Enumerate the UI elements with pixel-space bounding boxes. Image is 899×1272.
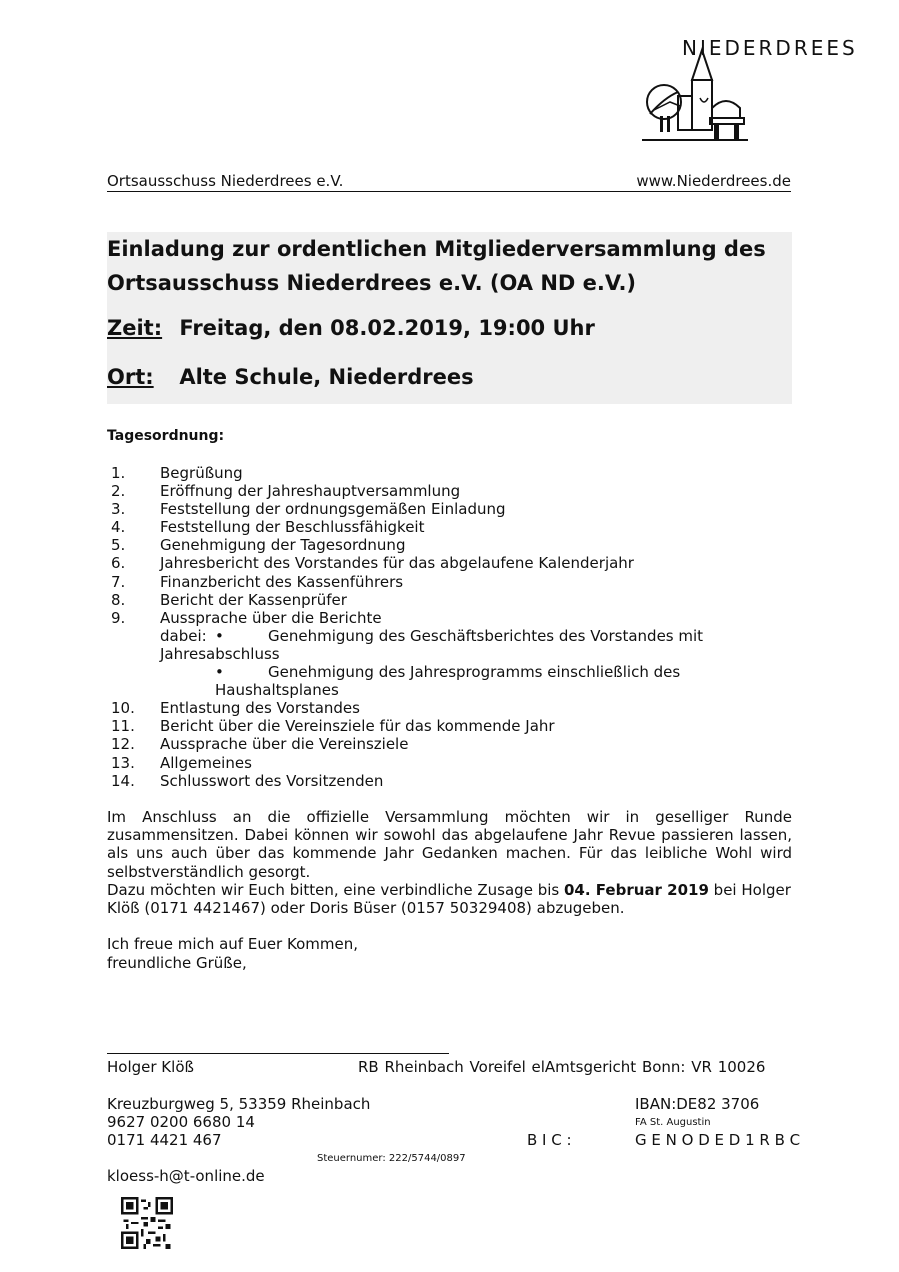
title-line-1: Einladung zur ordentlichen Mitgliederversammlung des (107, 237, 766, 261)
list-item: 7. Finanzbericht des Kassenführers (111, 572, 404, 591)
list-item: 2. Eröffnung der Jahreshauptversammlung (111, 482, 461, 501)
signature-line (107, 1053, 449, 1054)
sub-item-text: Genehmigung des Geschäftsberichtes des Vorstandes mit (268, 626, 704, 645)
list-item: 8. Bericht der Kassenprüfer (111, 590, 347, 609)
sub-item-text: Haushaltsplanes (215, 681, 339, 700)
list-item: 9. Aussprache über die Berichte (111, 608, 382, 627)
place-label: Ort: (107, 365, 154, 389)
closing-line-1: Ich freue mich auf Euer Kommen, (107, 935, 358, 953)
agenda-list (107, 464, 797, 790)
phone: 0171 4421 467 (107, 1131, 222, 1149)
letter-header (107, 172, 791, 192)
bic-label: B I C : (527, 1131, 572, 1149)
sub-prefix: dabei: (160, 626, 207, 645)
time-value: Freitag, den 08.02.2019, 19:00 Uhr (179, 316, 595, 340)
bic: G E N O D E D 1 R B C (635, 1131, 801, 1149)
list-item: 10. Entlastung des Vorstandes (111, 699, 360, 718)
agenda-heading: Tagesordnung: (107, 428, 225, 444)
time-line (107, 316, 595, 340)
qr-code-icon (121, 1197, 173, 1249)
list-item: 12. Aussprache über die Vereinsziele (111, 735, 409, 754)
sub-item-1-cont (107, 645, 797, 663)
list-item: 4. Feststellung der Beschlussfähigkeit (111, 518, 425, 537)
list-item: 5. Genehmigung der Tagesordnung (111, 536, 406, 555)
invitation-title (107, 232, 792, 300)
org-name: Ortsausschuss Niederdrees e.V. (107, 172, 344, 190)
paragraph-1: Im Anschluss an die offizielle Versammlung möchten wir in geselliger Runde zusammensitzen. Dabei können wir sowohl das abgelaufene Jahr Revue passieren lassen, als uns auch über das kommende Jahr Gedanken machen. Für das leibliche Wohl wird selbstverständlich gesorgt. (107, 808, 792, 881)
place-line (107, 365, 474, 389)
list-item: 1. Begrüßung (111, 464, 243, 482)
list-item: 13. Allgemeines (111, 753, 252, 772)
body-text (107, 808, 792, 917)
deadline-date: 04. Februar 2019 (563, 880, 709, 899)
account-number: 9627 0200 6680 14 (107, 1113, 255, 1131)
closing-line-2: freundliche Grüße, (107, 953, 247, 972)
time-label: Zeit: (107, 316, 163, 340)
sub-item-text: Jahresabschluss (160, 644, 280, 663)
bullet-icon: • (215, 626, 224, 645)
list-item: 14. Schlusswort des Vorsitzenden (111, 771, 384, 790)
logo-title: NIEDERDREES (682, 36, 858, 60)
list-item: 3. Feststellung der ordnungsgemäßen Einladung (111, 500, 506, 519)
list-item: 11. Bericht über die Vereinsziele für das kommende Jahr (111, 717, 555, 736)
paragraph-2: Dazu möchten wir Euch bitten, eine verbindliche Zusage bis 04. Februar 2019 bei Holger Klöß (0171 4421467) oder Doris Büser (0157 50329408) abzugeben. (107, 880, 791, 918)
place-value: Alte Schule, Niederdrees (179, 365, 474, 389)
list-item: 6. Jahresbericht des Vorstandes für das abgelaufene Kalenderjahr (111, 554, 634, 573)
sub-item-text: Genehmigung des Jahresprogramms einschließlich des (268, 663, 681, 682)
bullet-icon: • (215, 663, 224, 682)
closing (107, 935, 358, 972)
sub-item-2 (107, 663, 797, 681)
tax-office: FA St. Augustin (635, 1117, 711, 1128)
signer-name: Holger Klöß (107, 1058, 194, 1076)
sub-item-1 (107, 627, 797, 645)
website-link[interactable]: www.Niederdrees.de (636, 172, 791, 190)
tax-number: Steuernumer: 222/5744/0897 (317, 1153, 466, 1164)
email-link[interactable]: kloess-h@t-online.de (107, 1167, 265, 1185)
church-village-logo-icon (640, 44, 750, 144)
sub-item-2-cont (107, 681, 797, 699)
address: Kreuzburgweg 5, 53359 Rheinbach (107, 1095, 371, 1113)
iban: IBAN:DE82 3706 (635, 1095, 760, 1113)
court-register: RB Rheinbach Voreifel elAmtsgericht Bonn: VR 10026 (358, 1058, 766, 1076)
title-line-2: Ortsausschuss Niederdrees e.V. (OA ND e.V.) (107, 271, 637, 295)
